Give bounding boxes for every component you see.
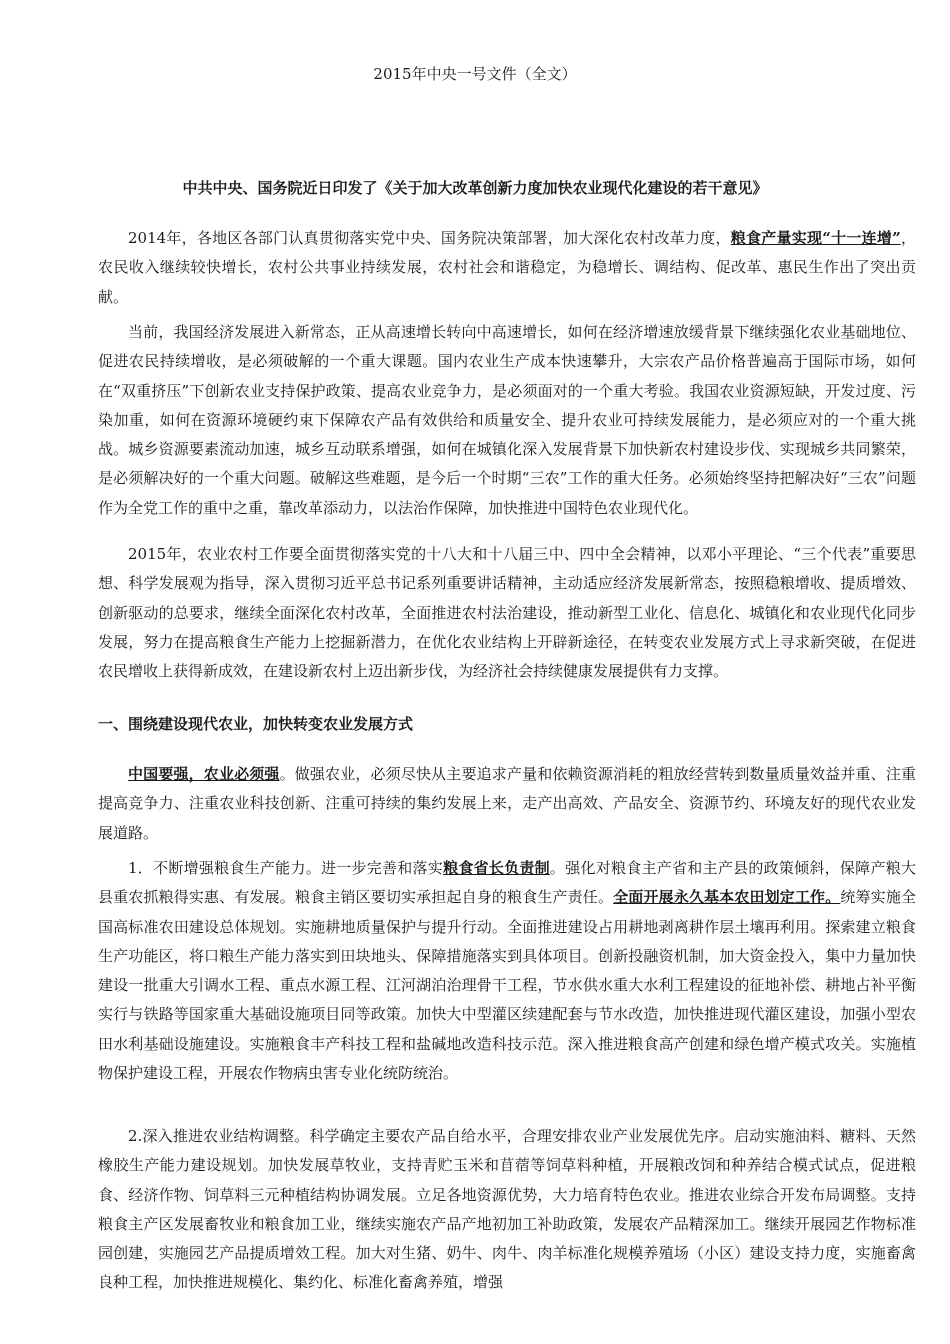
paragraph-text: 2014年，各地区各部门认真贯彻落实党中央、国务院决策部署，加大深化农村改革力度， [128,229,731,247]
underlined-phrase-grain-output: 粮食产量实现“十一连增” [730,229,901,247]
paragraph-new-normal: 当前，我国经济发展进入新常态，正从高速增长转向中高速增长，如何在经济增速放缓背景下继续强化农业基础地位、促进农民持续增收，是必须破解的一个重大课题。国内农业生产成本快速攀升，大宗农产品价格普遍高于国际市场，如何在“双重挤压”下创新农业支持保护政策、提高农业竞争力，是必须面对的一个重大考验。我国农业资源短缺，开发过度、污染加重，如何在资源环境硬约束下保障农产品有效供给和质量安全、提升农业可持续发展能力，是必须应对的一个重大挑战。城乡资源要素流动加速，城乡互动联系增强，如何在城镇化深入发展背景下加快新农村建设步伐、实现城乡共同繁荣，是必须解决好的一个重大问题。破解这些难题，是今后一个时期“三农”工作的重大任务。必须始终坚持把解决好“三农”问题作为全党工作的重中之重，靠改革添动力，以法治作保障，加快推进中国特色农业现代化。 [98,323,916,517]
paragraph-text: 统筹实施全国高标准农田建设总体规划。实施耕地质量保护与提升行动。全面推进建设占用耕地剥离耕作层土壤再利用。探索建立粮食生产功能区，将口粮生产能力落实到田块地头、保障措施落实到具体项目。创新投融资机制，加大资金投入，集中力量加快建设一批重大引调水工程、重点水源工程、江河湖泊治理骨干工程，节水供水重大水利工程建设的征地补偿、耕地占补平衡实行与铁路等国家重大基础设施项目同等政策。加快大中型灌区续建配套与节水改造，加快推进现代灌区建设，加强小型农田水利基础设施建设。实施粮食丰产科技工程和盐碱地改造科技示范。深入推进粮食高产创建和绿色增产模式攻关。实施植物保护建设工程，开展农作物病虫害专业化统防统治。 [98,888,916,1083]
document-title: 2015年中央一号文件（全文） [373,65,577,83]
underlined-phrase-governor-responsibility: 粮食省长负责制 [443,859,550,877]
paragraph-strong-agriculture [98,760,916,848]
paragraph-text: 。做强农业，必须尽快从主要追求产量和依赖资源消耗的粗放经营转到数量质量效益并重、注重提高竞争力、注重农业科技创新、注重可持续的集约发展上来，走产出高效、产品安全、资源节约、环境友好的现代农业发展道路。 [98,765,916,842]
paragraph-2014-summary [98,224,916,312]
underlined-phrase-basic-farmland: 全面开展永久基本农田划定工作。 [613,888,841,907]
paragraph-item-2-structure-adjustment: 2.深入推进农业结构调整。科学确定主要农产品自给水平，合理安排农业产业发展优先序。启动实施油料、糖料、天然橡胶生产能力建设规划。加快发展草牧业，支持青贮玉米和苜蓿等饲草料种植，开展粮改饲和种养结合模式试点，促进粮食、经济作物、饲草料三元种植结构协调发展。立足各地资源优势，大力培育特色农业。推进农业综合开发布局调整。支持粮食主产区发展畜牧业和粮食加工业，继续实施农产品产地初加工补助政策，发展农产品精深加工。继续开展园艺作物标准园创建，实施园艺产品提质增效工程。加大对生猪、奶牛、肉牛、肉羊标准化规模养殖场（小区）建设支持力度，实施畜禽良种工程，加快推进规模化、集约化、标准化畜禽养殖，增强 [98,1127,916,1292]
paragraph-text: ，农民收入继续较快增长，农村公共事业持续发展，农村社会和谐稳定，为稳增长、调结构、促改革、惠民生作出了突出贡献。 [98,229,916,306]
section-heading-1: 一、围绕建设现代农业，加快转变农业发展方式 [98,715,414,733]
underlined-phrase-china-strong: 中国要强，农业必须强 [128,765,280,783]
paragraph-item-1-grain-capacity [98,854,916,1088]
paragraph-2015-goals: 2015年，农业农村工作要全面贯彻落实党的十八大和十八届三中、四中全会精神，以邓小平理论、“三个代表”重要思想、科学发展观为指导，深入贯彻习近平总书记系列重要讲话精神，主动适应经济发展新常态，按照稳粮增收、提质增效、创新驱动的总要求，继续全面深化农村改革，全面推进农村法治建设，推动新型工业化、信息化、城镇化和农业现代化同步发展，努力在提高粮食生产能力上挖掘新潜力，在优化农业结构上开辟新途径，在转变农业发展方式上寻求新突破，在促进农民增收上获得新成效，在建设新农村上迈出新步伐，为经济社会持续健康发展提供有力支撑。 [98,545,916,681]
paragraph-text: 1．不断增强粮食生产能力。进一步完善和落实 [128,859,444,877]
document-subtitle: 中共中央、国务院近日印发了《关于加大改革创新力度加快农业现代化建设的若干意见》 [182,179,768,197]
paragraph-text: 。强化对粮食主产省和主产县的政策倾斜，保障产粮大县重农抓粮得实惠、有发展。粮食主销区要切实承担起自身的粮食生产责任。 [98,859,916,907]
